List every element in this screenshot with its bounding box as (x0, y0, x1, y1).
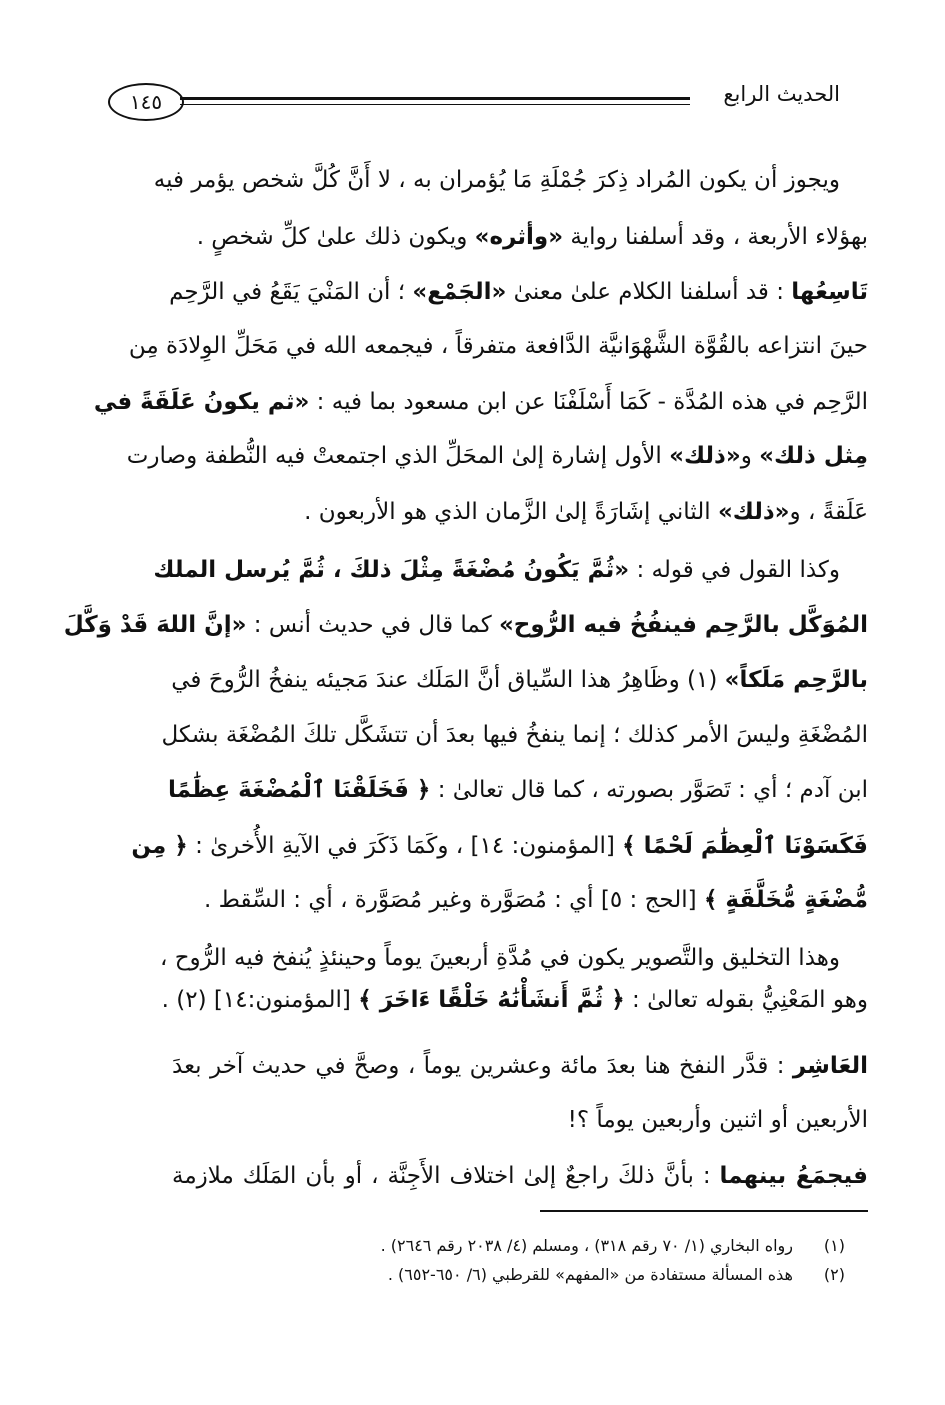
emphasis-text: المُوَكَّل بالرَّحِم فينفُخُ فيه الرُّوح» (498, 612, 868, 638)
emphasis-text: «ذلك» (669, 443, 741, 469)
emphasis-text: «ثم يكونُ عَلَقَةً في (93, 389, 310, 415)
text-line (128, 326, 868, 366)
text-line (161, 715, 868, 755)
emphasis-text: العَاشِر (792, 1053, 868, 1079)
emphasis-text: مُّضْغَةٍ مُّخَلَّقَةٍ ﴾ (703, 887, 868, 913)
text-segment: و (740, 443, 760, 469)
footnote-1 (145, 1233, 845, 1259)
text-segment: الأربعين أو اثنين وأربعين يوماً ؟! (567, 1107, 868, 1133)
chapter-title: الحديث الرابع (723, 82, 840, 106)
text-line (172, 1156, 868, 1196)
text-line (153, 160, 840, 200)
text-segment: وهو المَعْنِيُّ بقوله تعالىٰ : (624, 987, 868, 1013)
footnote-text: هذه المسألة مستفادة من «المفهم» للقرطبي (٦/ ٦٥٠-٦٥٢) . (387, 1265, 793, 1284)
text-segment: [المؤمنون: ١٤] ، وكَمَا ذَكَرَ في الآيةِ الأُخرىٰ : (187, 833, 623, 859)
text-line (172, 880, 868, 920)
emphasis-text: ﴿ مِن (131, 833, 188, 859)
text-line (169, 272, 868, 312)
text-segment: عَلَقةً ، و (789, 499, 868, 525)
footnote-number: (٢) (823, 1265, 845, 1284)
text-segment: المُضْغَةِ وليسَ الأمر كذلك ؛ إنما ينفخُ فيها بعدَ أن تتشَكَّل تلكَ المُضْغَة بشكل (161, 722, 868, 748)
emphasis-text: بالرَّحِم مَلَكاً» (724, 667, 868, 693)
text-segment: [المؤمنون:١٤] (٢) . (161, 987, 359, 1013)
emphasis-text: «وأثره» (474, 224, 564, 250)
footnote-separator (540, 1210, 868, 1212)
text-line (172, 1046, 868, 1086)
text-segment: وكذا القول في قوله : (629, 557, 840, 583)
emphasis-text: «إنَّ اللهَ قَدْ وَكَّلَ (63, 612, 247, 638)
text-line (172, 492, 868, 532)
emphasis-text: مِثل ذلك» (759, 443, 868, 469)
footnote-2 (145, 1262, 845, 1288)
text-segment: الثاني إشَارَةً إلىٰ الزَّمان الذي هو الأربعون . (304, 499, 718, 525)
emphasis-text: «الجَمْع» (412, 279, 507, 305)
text-segment: الأول إشارة إلىٰ المحَلِّ الذي اجتمعتْ فيه النُّطفة وصارت (126, 443, 670, 469)
text-segment: وهذا التخليق والتَّصوير يكون في مُدَّةِ أربعينَ يوماً وحينئذٍ يُنفخ فيه الرُّوح ، (159, 945, 840, 971)
text-segment: ويكون ذلك علىٰ كلِّ شخصٍ . (196, 224, 475, 250)
text-line (159, 938, 840, 978)
text-segment: : قدَّر النفخ هنا بعدَ مائة وعشرين يوماً ، وصحَّ في حديث آخر بعدَ (172, 1053, 793, 1079)
footnote-number: (١) (823, 1236, 845, 1255)
emphasis-text: ﴿ ثُمَّ أَنشَأْنَٰهُ خَلْقًا ءَاخَرَ ﴾ (358, 987, 625, 1013)
page-number: ١٤٥ (108, 83, 184, 121)
text-line (161, 980, 868, 1020)
text-line (93, 382, 868, 422)
footnote-text: رواه البخاري (١/ ٧٠ رقم ٣١٨) ، ومسلم (٤/ ٢٠٣٨ رقم ٢٦٤٦) . (380, 1236, 793, 1255)
text-segment: ؛ أن المَنْيَ يَقَعُ في الرَّحِم (169, 279, 413, 305)
text-segment: بهؤلاء الأربعة ، وقد أسلفنا رواية (563, 224, 868, 250)
text-segment: حينَ انتزاعه بالقُوَّة الشَّهْوَانيَّة الدَّافعة متفرقاً ، فيجمعه الله في مَحَلِّ الوِلادَة مِن (128, 333, 868, 359)
text-segment: كما قال في حديث أنس : (246, 612, 499, 638)
text-line (172, 217, 868, 257)
text-line (172, 660, 868, 700)
text-line (63, 605, 868, 645)
emphasis-text: «ثُمَّ يَكُونُ مُضْغَةً مِثْلَ ذلكَ ، ثُمَّ يُرسل الملك (153, 557, 630, 583)
text-line (131, 826, 868, 866)
emphasis-text: فَكَسَوْنَا ٱلْعِظَٰمَ لَحْمًا ﴾ (622, 833, 868, 859)
text-line (172, 1100, 868, 1140)
text-segment: (١) وظَاهِرُ هذا السِّياق أنَّ المَلَك عندَ مَجيئه ينفخُ الرُّوحَ في (171, 667, 725, 693)
text-segment: : قد أسلفنا الكلام علىٰ معنىٰ (506, 279, 792, 305)
header-rule (180, 97, 690, 105)
text-segment: ويجوز أن يكون المُراد ذِكرَ جُمْلَةِ مَا يُؤمران به ، لا أَنَّ كُلَّ شخص يؤمر فيه (153, 167, 840, 193)
text-line (168, 770, 868, 810)
text-line (126, 436, 868, 476)
text-segment: ابن آدم ؛ أي : تَصَوَّر بصورته ، كما قال تعالىٰ : (430, 777, 868, 803)
text-segment: : بأنَّ ذلكَ راجعٌ إلىٰ اختلاف الأَجِنَّة ، أو بأن المَلَك ملازمة (172, 1163, 720, 1189)
emphasis-text: ﴿ فَخَلَقْنَا ٱلْمُضْغَةَ عِظَٰمًا (168, 777, 431, 803)
emphasis-text: فيجمَعُ بينهما (719, 1163, 868, 1189)
emphasis-text: تَاسِعُها (791, 279, 868, 305)
emphasis-text: «ذلك» (717, 499, 790, 525)
text-line (153, 550, 840, 590)
text-segment: [الحج : ٥] أي : مُصَوَّرة وغير مُصَوَّرة ، أي : السِّقط . (203, 887, 704, 913)
text-segment: الرَّحِم في هذه المُدَّة - كَمَا أَسْلَفْنَا عن ابن مسعود بما فيه : (309, 389, 868, 415)
